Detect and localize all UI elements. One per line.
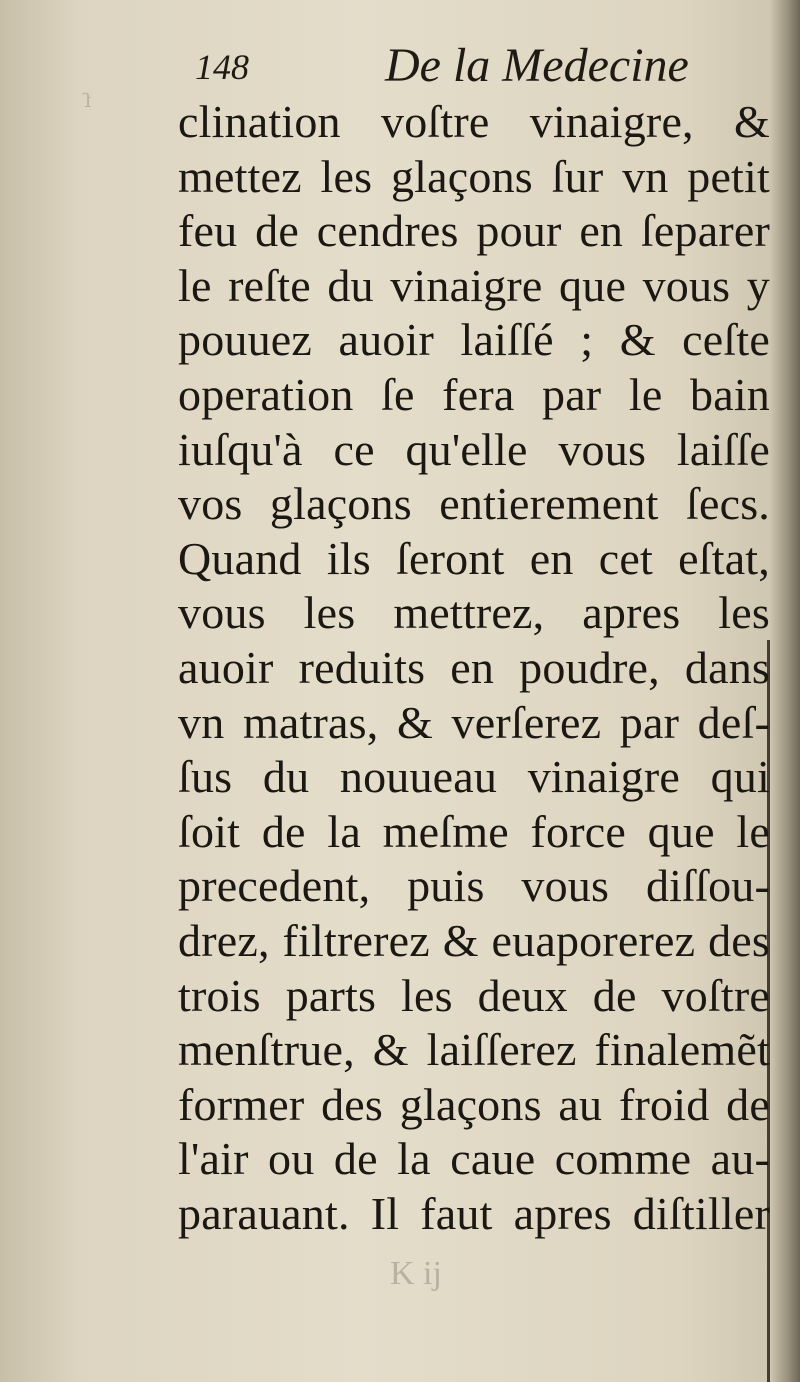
text-line: trois parts les deux de voſtre — [178, 969, 770, 1021]
text-line: vn matras, & verſerez par deſ- — [178, 696, 770, 748]
page-header — [195, 38, 755, 94]
text-line: le reſte du vinaigre que vous y — [178, 259, 770, 311]
gutter-shadow — [770, 0, 800, 1382]
text-line: ſus du nouueau vinaigre qui — [178, 751, 770, 803]
text-line: parauant. Il faut apres diſtiller — [178, 1187, 770, 1239]
show-through-text: ſ — [84, 88, 92, 112]
text-line: ſoit de la meſme force que le — [178, 805, 770, 857]
text-line: auoir reduits en poudre, dans — [178, 641, 770, 693]
text-line: iuſqu'à ce qu'elle vous laiſſe — [178, 423, 770, 475]
text-line: mettez les glaçons ſur vn petit — [178, 150, 770, 202]
running-title: De la Medecine — [385, 39, 689, 92]
text-line: former des glaçons au froid de — [178, 1078, 770, 1130]
text-line: vous les mettrez, apres les — [178, 587, 770, 639]
signature-mark: K ij — [390, 1255, 442, 1292]
text-line: pouuez auoir laiſſé ; & ceſte — [178, 314, 770, 366]
text-line: clination voſtre vinaigre, & — [178, 96, 770, 147]
text-line: drez, filtrerez & euaporerez des — [178, 914, 770, 966]
text-line: feu de cendres pour en ſeparer — [178, 205, 770, 257]
page-number: 148 — [195, 47, 249, 87]
text-line: Quand ils ſeront en cet eſtat, — [178, 532, 770, 584]
body-text — [178, 95, 770, 1241]
text-line: operation ſe fera par le bain — [178, 368, 770, 420]
text-line: menſtrue, & laiſſerez finalemẽt — [178, 1024, 770, 1076]
text-line: precedent, puis vous diſſou- — [178, 860, 770, 912]
text-line: vos glaçons entierement ſecs. — [178, 478, 770, 530]
text-line: l'air ou de la caue comme au- — [178, 1133, 770, 1185]
